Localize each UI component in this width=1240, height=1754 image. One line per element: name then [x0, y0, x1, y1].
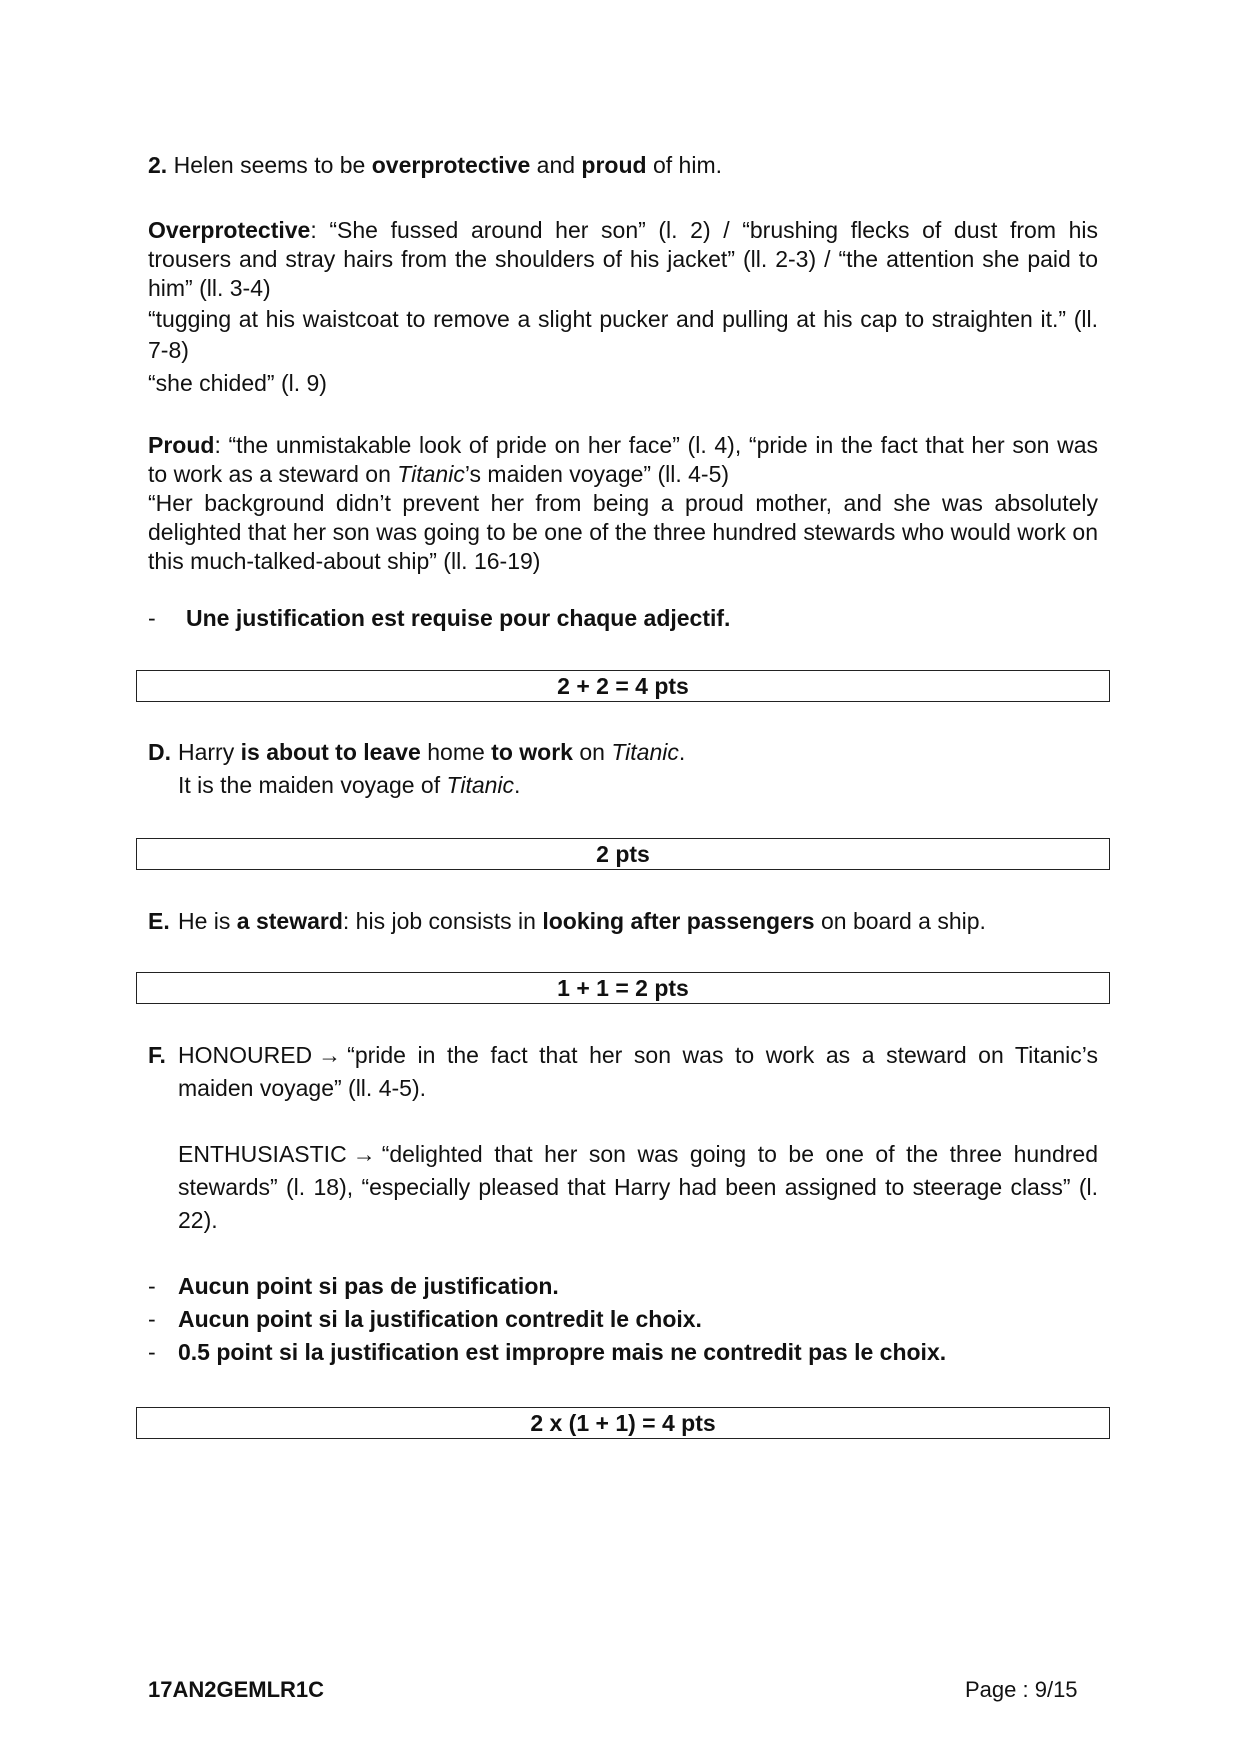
arrow-right-icon: →	[318, 1042, 342, 1068]
note-dash: -	[148, 1339, 156, 1365]
score-box: 2 + 2 = 4 pts	[136, 670, 1110, 702]
question-d-answer: Harry is about to leave home to work on Titanic. It is the maiden voyage of Titanic.	[178, 739, 686, 798]
note-dash: -	[148, 1306, 156, 1332]
proud-quote-2: “Her background didn’t prevent her from being a proud mother, and she was absolutely delighted that her son was going to be one of the three hundred stewards who would work on this much-talked-about ship” (ll. 16-19)	[148, 490, 1098, 574]
overprotective-label: Overprotective	[148, 217, 311, 243]
note-item: Aucun point si la justification contredit le choix.	[178, 1306, 702, 1332]
question-f-enthusiastic: ENTHUSIASTIC → “delighted that her son was going to be one of the three hundred stewards” (l. 18), “especially pleased that Harry had been assigned to steerage class” (l. 22).	[178, 1138, 1098, 1237]
question-d-label: D.	[148, 739, 171, 765]
note-dash: -	[148, 605, 156, 631]
note-dash: -	[148, 1273, 156, 1299]
footer-page-number: Page : 9/15	[965, 1677, 1078, 1702]
note-item: Aucun point si pas de justification.	[178, 1273, 559, 1299]
footer-code: 17AN2GEMLR1C	[148, 1677, 325, 1702]
score-box: 2 x (1 + 1) = 4 pts	[136, 1407, 1110, 1439]
note-requirement: Une justification est requise pour chaque adjectif.	[186, 605, 731, 631]
question-2: 2. Helen seems to be overprotective and proud of him.	[148, 152, 722, 178]
proud-paragraph: Proud: “the unmistakable look of pride on her face” (l. 4), “pride in the fact that her son was to work as a steward on Titanic’s maiden voyage” (ll. 4-5)	[148, 432, 1098, 487]
question-e-label: E.	[148, 908, 170, 934]
overprotective-quote-3: “she chided” (l. 9)	[148, 370, 327, 396]
overprotective-paragraph: Overprotective: “She fussed around her son” (l. 2) / “brushing flecks of dust from his trousers and stray hairs from the shoulders of his jacket” (ll. 2-3) / “the attention she paid to him” (ll. 3-4)	[148, 217, 1099, 301]
question-number: 2.	[148, 152, 168, 178]
question-f-honoured: HONOURED → “pride in the fact that her son was to work as a steward on Titanic’s maiden voyage” (ll. 4-5).	[178, 1039, 1098, 1105]
proud-label: Proud	[148, 432, 215, 458]
note-item: 0.5 point si la justification est impropre mais ne contredit pas le choix.	[178, 1339, 947, 1365]
score-box: 1 + 1 = 2 pts	[136, 972, 1110, 1004]
question-f-label: F.	[148, 1042, 166, 1068]
question-e-answer: He is a steward: his job consists in looking after passengers on board a ship.	[178, 908, 986, 934]
overprotective-quote-2: “tugging at his waistcoat to remove a slight pucker and pulling at his cap to straighten it.” (ll. 7-8)	[148, 306, 1098, 363]
arrow-right-icon: →	[352, 1141, 376, 1167]
score-box: 2 pts	[136, 838, 1110, 870]
